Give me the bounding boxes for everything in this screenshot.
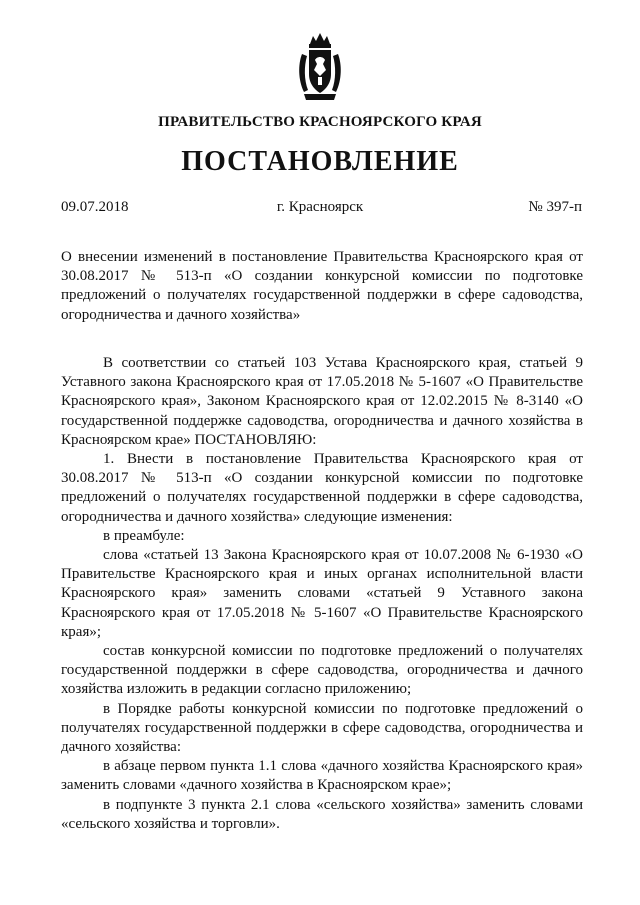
document-type-title: ПОСТАНОВЛЕНИЕ: [181, 146, 459, 177]
document-number: № 397-п: [528, 199, 582, 215]
paragraph-words-replace: слова «статьей 13 Закона Красноярского края от 10.07.2008 № 6-1930 «О Правительстве Красноярского края и иных органах исполнительной власти Красноярского края» заменить словами «статьей 9 Уставного закона Красноярского края от 17.05.2018 № 5-1607 «О Правительстве Красноярского края»;: [61, 547, 583, 640]
paragraph-preamble-change: в преамбуле:: [103, 527, 185, 544]
paragraph-preamble: В соответствии со статьей 103 Устава Красноярского края, статьей 9 Уставного закона Красноярского края от 17.05.2018 № 5-1607 «О Правительстве Красноярского края», Законом Красноярского края от 12.02.2015 № 8-3140 «О государственной поддержке садоводства, огородничества и дачного хозяйства в Красноярском крае» ПОСТАНОВЛЯЮ:: [61, 355, 583, 448]
paragraph-composition: состав конкурсной комиссии по подготовке предложений о получателях государственной поддержки в сфере садоводства, огородничества и дачного хозяйства изложить в редакции согласно приложению;: [61, 643, 583, 698]
document-city: г. Красноярск: [276, 199, 364, 215]
coat-of-arms-emblem: [296, 30, 344, 102]
document-date: 09.07.2018: [61, 199, 129, 215]
document-body: [61, 354, 583, 834]
paragraph-clause-2-1: в подпункте 3 пункта 2.1 слова «сельского хозяйства» заменить словами «сельского хозяйства и торговли».: [61, 796, 583, 832]
document-subject: О внесении изменений в постановление Правительства Красноярского края от 30.08.2017 № 513-п «О создании конкурсной комиссии по подготовке предложений о получателях государственной поддержки в сфере садоводства, огородничества и дачного хозяйства»: [61, 249, 583, 323]
organization-title: ПРАВИТЕЛЬСТВО КРАСНОЯРСКОГО КРАЯ: [158, 114, 482, 130]
paragraph-procedure: в Порядке работы конкурсной комиссии по подготовке предложений о получателях государственной поддержки в сфере садоводства, огородничества и дачного хозяйства:: [61, 700, 583, 756]
paragraph-item-1: 1. Внести в постановление Правительства Красноярского края от 30.08.2017 № 513-п «О создании конкурсной комиссии по подготовке предложений о получателях государственной поддержки в сфере садоводства, огородничества и дачного хозяйства» следующие изменения:: [61, 451, 583, 525]
paragraph-clause-1-1: в абзаце первом пункта 1.1 слова «дачного хозяйства Красноярского края» заменить словами «дачного хозяйства в Красноярском крае»;: [61, 758, 583, 794]
